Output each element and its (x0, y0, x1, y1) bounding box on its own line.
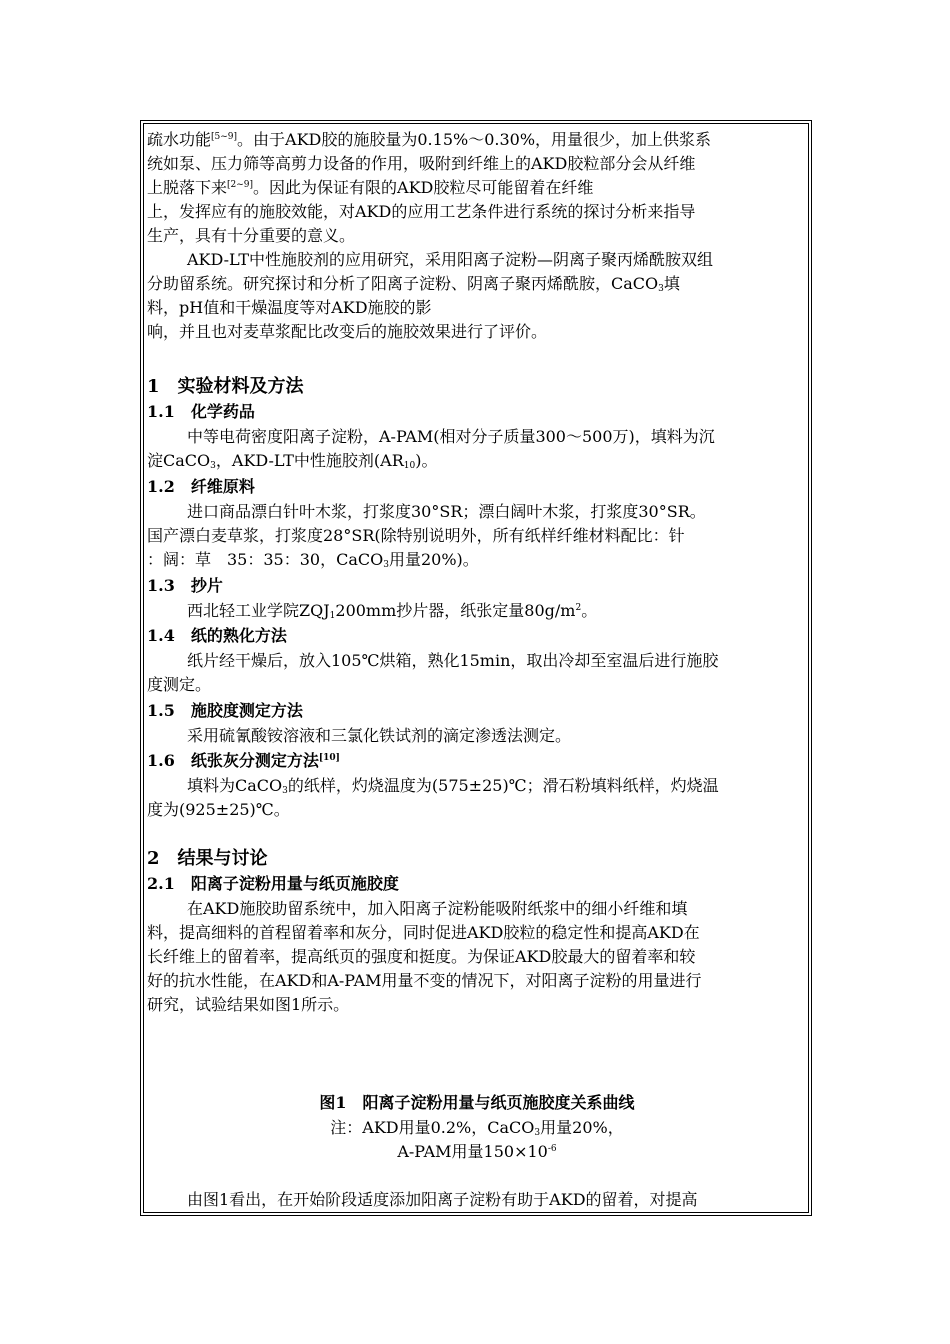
text-line: 填料为CaCO$_3$的纸样，灼烧温度为(575±25)℃；滑石粉填料纸样，灼烧温 (187, 776, 719, 796)
text-line: 国产漂白麦草浆，打浆度28°SR(除特别说明外，所有纸样纤维材料配比：针 (147, 526, 685, 545)
text-line: 上，发挥应有的施胶效能，对AKD的应用工艺条件进行系统的探讨分析来指导 (147, 202, 696, 221)
figure-note: A-PAM用量$150\times 10^{-6}$ (397, 1142, 557, 1161)
text-line: 疏水功能[5~9]。由于AKD胶的施胶量为0.15%～0.30%，用量很少，加上供浆系 (147, 130, 712, 149)
text-line: 度为(925±25)℃。 (147, 800, 290, 819)
text-line: 西北轻工业学院$ZQJ_1200mm$抄片器，纸张定量$80g/m^2$。 (187, 601, 598, 621)
subsection-heading: 1.4 纸的熟化方法 (147, 626, 287, 645)
text-line: 生产，具有十分重要的意义。 (147, 226, 356, 245)
text-line: 统如泵、压力筛等高剪力设备的作用，吸附到纤维上的AKD胶粒部分会从纤维 (147, 154, 696, 173)
subsection-heading: 1.3 抄片 (147, 576, 223, 595)
text-line: AKD-LT中性施胶剂的应用研究，采用阳离子淀粉—阴离子聚丙烯酰胺双组 (187, 250, 714, 269)
subsection-heading: 2.1 阳离子淀粉用量与纸页施胶度 (147, 874, 399, 893)
text-line: 长纤维上的留着率，提高纸页的强度和挺度。为保证AKD胶最大的留着率和较 (147, 947, 696, 966)
text-line: 分助留系统。研究探讨和分析了阳离子淀粉、阴离子聚丙烯酰胺，CaCO$_3$填 (147, 274, 680, 294)
figure-note: 注：AKD用量0.2%，CaCO$_3$用量20%， (330, 1118, 624, 1138)
text-line: 料，pH值和干燥温度等对AKD施胶的影 (147, 298, 432, 317)
text-line: 进口商品漂白针叶木浆，打浆度30°SR；漂白阔叶木浆，打浆度30°SR。 (187, 502, 706, 521)
text-line: 研究，试验结果如图1所示。 (147, 995, 350, 1014)
text-line: 好的抗水性能，在AKD和A-PAM用量不变的情况下，对阳离子淀粉的用量进行 (147, 971, 702, 990)
text-line: ：阔：草 35：35：30，CaCO$_3$用量20%)。 (147, 550, 479, 570)
text-line: 度测定。 (147, 675, 212, 694)
text-line: 料，提高细料的首程留着率和灰分，同时促进AKD胶粒的稳定性和提高AKD在 (147, 923, 700, 942)
subsection-heading: 1.5 施胶度测定方法 (147, 701, 303, 720)
text-line: 纸片经干燥后，放入105℃烘箱，熟化15min，取出冷却至室温后进行施胶 (187, 651, 719, 670)
subsection-heading: 1.6 纸张灰分测定方法[10] (147, 751, 340, 770)
section-heading: 1 实验材料及方法 (147, 376, 304, 397)
subsection-heading: 1.1 化学药品 (147, 402, 255, 421)
text-line: 上脱落下来[2~9]。因此为保证有限的AKD胶粒尽可能留着在纤维 (147, 178, 594, 197)
text-line: 中等电荷密度阳离子淀粉，A-PAM(相对分子质量300～500万)，填料为沉 (187, 427, 715, 446)
text-line: 由图1看出，在开始阶段适度添加阳离子淀粉有助于AKD的留着，对提高 (187, 1190, 698, 1209)
text-line: 在AKD施胶助留系统中，加入阳离子淀粉能吸附纸浆中的细小纤维和填 (187, 899, 688, 918)
text-line: 采用硫氰酸铵溶液和三氯化铁试剂的滴定渗透法测定。 (187, 726, 572, 745)
text-line: 响，并且也对麦草浆配比改变后的施胶效果进行了评价。 (147, 322, 548, 341)
subsection-heading: 1.2 纤维原料 (147, 477, 255, 496)
text-line: 淀CaCO$_3$，AKD-LT中性施胶剂$(AR_{10})$。 (147, 451, 438, 471)
section-heading: 2 结果与讨论 (147, 848, 268, 869)
figure-caption: 图1 阳离子淀粉用量与纸页施胶度关系曲线 (319, 1093, 635, 1112)
